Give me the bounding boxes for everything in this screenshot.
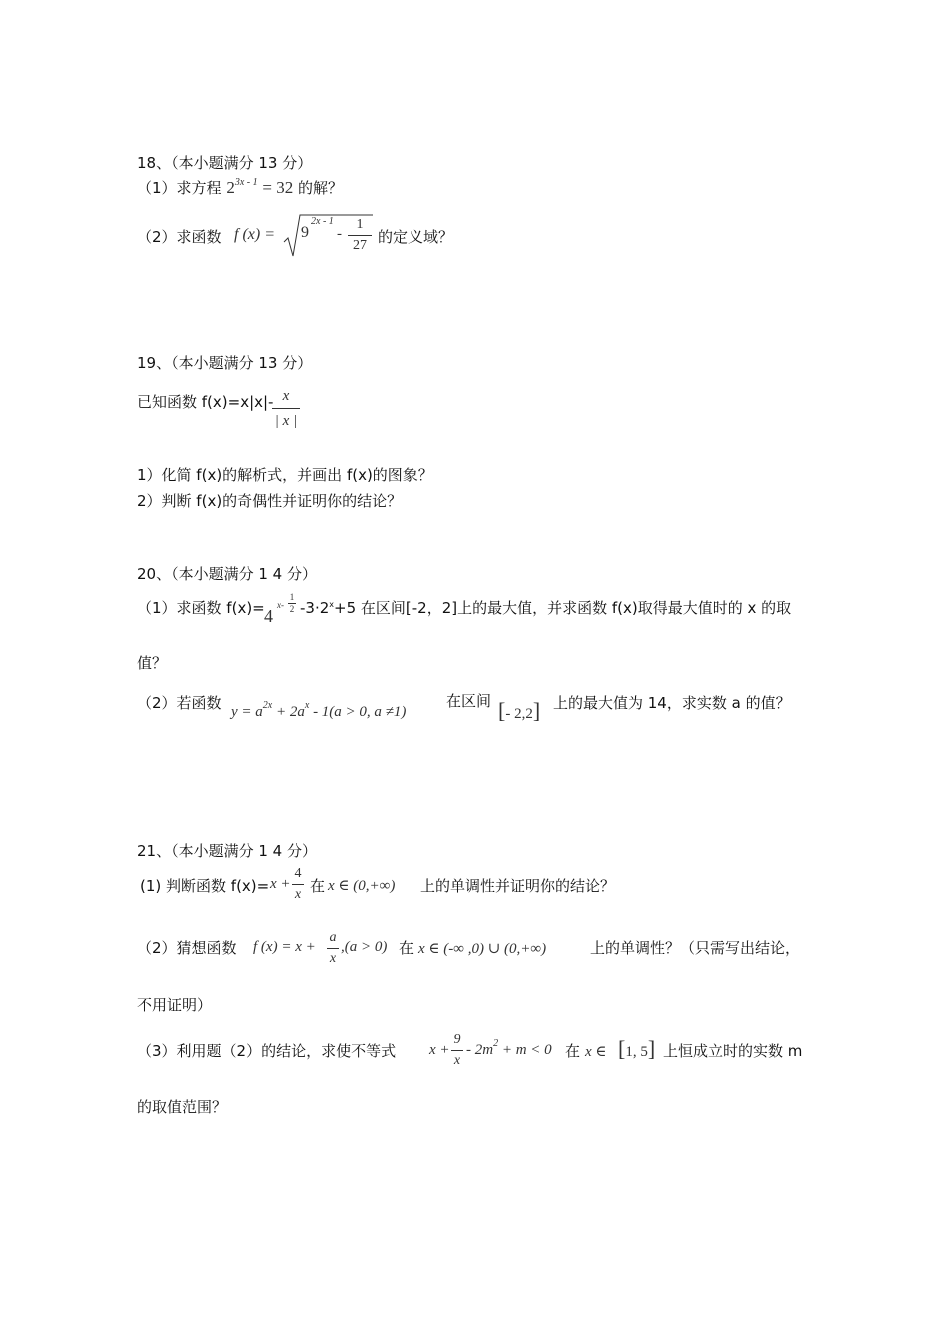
q19-header: 19、（本小题满分 13 分） [137, 354, 313, 372]
q21-part3-exp: 2 [493, 1038, 499, 1049]
q20-part1-exp-fraction [288, 592, 296, 615]
q18-header: 18、（本小题满分 13 分） [137, 154, 313, 172]
q21-part1-domain: x ∈ (0,+∞) [328, 878, 396, 894]
q21-part2-condition: ,(a > 0) [341, 939, 388, 955]
q18-part1-prefix: （1）求方程 [137, 179, 222, 197]
fraction-numerator: x [272, 384, 300, 409]
right-bracket-icon: ] [532, 698, 541, 723]
q19-item2: 2）判断 f(x)的奇偶性并证明你的结论？ [137, 492, 403, 510]
fraction-numerator: 1 [348, 215, 372, 236]
fraction-numerator: a [327, 928, 339, 949]
q20-part2-expression [231, 700, 407, 721]
q21-part1-fraction [292, 864, 304, 905]
q20-part2-y: y = a [231, 704, 263, 720]
q21-part3-prefix: （3）利用题（2）的结论，求使不等式 [137, 1042, 397, 1060]
q21-header: 21、（本小题满分 1 4 分） [137, 842, 317, 860]
q18-part2-lhs: f (x) = [234, 226, 275, 243]
q21-part1-prefix: (1) 判断函数 f(x)= [140, 877, 270, 895]
fraction-denominator: x [329, 951, 337, 966]
q20-part2-mid-text: 在区间 [446, 692, 492, 710]
fraction-denominator: 27 [353, 238, 367, 253]
q19-item1: 1）化简 f(x)的解析式，并画出 f(x)的图象？ [137, 466, 433, 484]
q21-part2-mid: 在 [399, 939, 415, 957]
q21-part3-tail2: + m < 0 [501, 1042, 552, 1058]
q20-part1-rest-b: +5 在区间[-2，2]上的最大值，并求函数 f(x)取得最大值时的 x 的取 [334, 599, 792, 617]
q21-part3-interval [618, 1036, 655, 1062]
q20-header: 20、（本小题满分 1 4 分） [137, 565, 317, 583]
q21-part2-suffix: 上的单调性？（只需写出结论， [590, 939, 801, 957]
q18-part2-suffix: 的定义域？ [378, 228, 454, 246]
fraction-numerator: 1 [289, 592, 295, 602]
fraction-denominator: x [453, 1053, 461, 1068]
q18-part2-prefix: （2）求函数 [137, 228, 222, 246]
q21-part3-suffix: 上恒成立时的实数 m [663, 1042, 803, 1060]
q18-part1 [137, 177, 343, 198]
q18-part1-rhs: = 32 [262, 178, 294, 197]
q20-part1-rest [300, 597, 791, 618]
q21-part3-tail: - 2m [466, 1042, 494, 1058]
q21-part2-prefix: （2）猜想函数 [137, 939, 237, 957]
q19-definition: 已知函数 f(x)=x|x|- [137, 393, 274, 411]
q20-part1-prefix: （1）求函数 f(x)= [137, 599, 265, 617]
left-bracket-icon: [ [618, 1036, 626, 1061]
fraction-denominator: 2 [289, 604, 295, 614]
q18-part2-minus: - [337, 226, 342, 242]
q21-part1-suffix: 上的单调性并证明你的结论？ [420, 877, 616, 895]
q20-part2-tail: - 1(a > 0, a ≠1) [313, 704, 407, 720]
q20-part2-exp1: 2x [262, 700, 273, 711]
q18-part2-fraction [348, 215, 372, 256]
q21-part2-lhs: f (x) = x + [253, 939, 316, 955]
fraction-numerator: 9 [451, 1030, 463, 1051]
q18-part1-exponent: 3x - 1 [234, 177, 258, 188]
q21-part1-x: x + [270, 876, 291, 892]
q20-part2-prefix: （2）若函数 [137, 694, 222, 712]
q20-part1-rest-exp: x [329, 600, 335, 609]
q21-part3-continuation: 的取值范围？ [137, 1098, 228, 1116]
left-bracket-icon: [ [498, 698, 506, 723]
q18-part2-base: 9 [301, 224, 309, 241]
q21-part1-mid: 在 [310, 877, 326, 895]
q21-part3-interval-values: 1, 5 [625, 1044, 648, 1060]
q19-fraction [272, 384, 300, 433]
q20-part2-interval [498, 698, 540, 724]
q18-part1-suffix: 的解？ [298, 179, 344, 197]
q20-part2-mid: + 2a [275, 704, 305, 720]
right-bracket-icon: ] [647, 1036, 656, 1061]
q20-part1-rest-a: -3·2 [300, 599, 330, 617]
fraction-numerator: 4 [292, 864, 304, 885]
q21-part3-x2: x ∈ [585, 1044, 607, 1060]
q20-part1-exp-x: x- [277, 600, 284, 610]
q21-part2-fraction [327, 928, 339, 969]
q21-part3-mid: 在 [565, 1042, 581, 1060]
q21-part3-x: x + [429, 1042, 450, 1058]
q20-part1-base: 4 [264, 606, 273, 626]
q18-part1-base: 2 [226, 178, 235, 197]
q20-part2-exp2: x [304, 700, 310, 711]
q18-part2-exponent: 2x - 1 [311, 216, 334, 227]
q20-part2-interval-values: - 2,2 [505, 706, 533, 722]
q21-part3-inequality [466, 1038, 552, 1059]
q21-part2-domain: x ∈ (-∞ ,0) ∪ (0,+∞) [418, 941, 547, 957]
q21-part2-continuation: 不用证明） [137, 996, 213, 1014]
q20-part2-suffix: 上的最大值为 14，求实数 a 的值？ [553, 694, 791, 712]
q21-part3-fraction [451, 1030, 463, 1071]
q20-part1-continuation: 值？ [137, 654, 168, 672]
fraction-denominator: x [294, 887, 302, 902]
fraction-denominator: | x | [274, 413, 298, 429]
